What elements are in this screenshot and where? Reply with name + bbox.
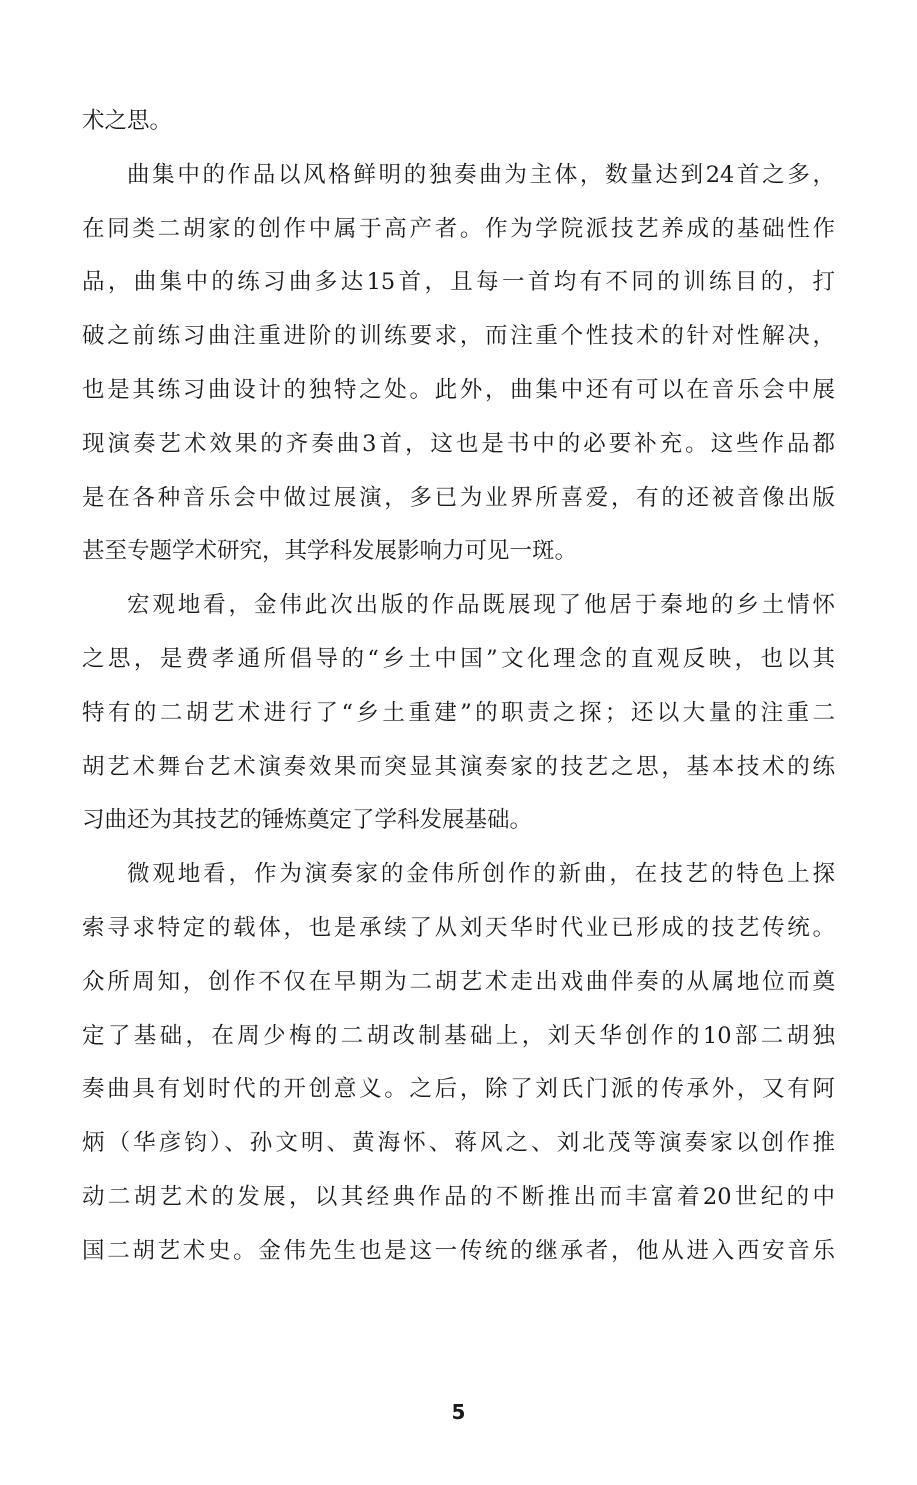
text-line: 是在各种音乐会中做过展演，多已为业界所喜爱，有的还被音像出版 [82, 484, 835, 511]
text-line: 微观地看，作为演奏家的金伟所创作的新曲，在技艺的特色上探 [127, 861, 835, 888]
text-line: 甚至专题学术研究，其学科发展影响力可见一斑。 [82, 538, 578, 565]
text-line: 定了基础，在周少梅的二胡改制基础上，刘天华创作的10部二胡独 [82, 1022, 835, 1049]
text-line: 索寻求特定的载体，也是承续了从刘天华时代业已形成的技艺传统。 [82, 914, 835, 941]
text-line: 动二胡艺术的发展，以其经典作品的不断推出而丰富着20世纪的中 [82, 1183, 835, 1210]
text-line: 也是其练习曲设计的独特之处。此外，曲集中还有可以在音乐会中展 [82, 376, 835, 403]
text-line: 特有的二胡艺术进行了“乡土重建”的职责之探；还以大量的注重二 [82, 699, 835, 726]
text-line: 胡艺术舞台艺术演奏效果而突显其演奏家的技艺之思，基本技术的练 [82, 753, 835, 780]
text-line: 众所周知，创作不仅在早期为二胡艺术走出戏曲伴奏的从属地位而奠 [82, 968, 835, 995]
text-line: 破之前练习曲注重进阶的训练要求，而注重个性技术的针对性解决， [82, 323, 835, 350]
text-line: 术之思。 [82, 108, 173, 134]
text-line: 现演奏艺术效果的齐奏曲3首，这也是书中的必要补充。这些作品都 [82, 430, 835, 457]
text-line: 习曲还为其技艺的锤炼奠定了学科发展基础。 [82, 807, 533, 834]
body-text [82, 95, 835, 1279]
page-number: 5 [451, 1400, 466, 1424]
text-line: 奏曲具有划时代的开创意义。之后，除了刘氏门派的传承外，又有阿 [82, 1076, 835, 1103]
text-line: 宏观地看，金伟此次出版的作品既展现了他居于秦地的乡土情怀 [127, 592, 835, 619]
text-line: 炳（华彦钧）、孙文明、黄海怀、蒋风之、刘北茂等演奏家以创作推 [82, 1130, 835, 1157]
text-line: 之思，是费孝通所倡导的“乡土中国”文化理念的直观反映，也以其 [82, 645, 835, 672]
text-line: 品，曲集中的练习曲多达15首，且每一首均有不同的训练目的，打 [82, 269, 835, 296]
text-line: 在同类二胡家的创作中属于高产者。作为学院派技艺养成的基础性作 [82, 215, 835, 242]
text-line: 国二胡艺术史。金伟先生也是这一传统的继承者，他从进入西安音乐 [82, 1237, 835, 1264]
text-line: 曲集中的作品以风格鲜明的独奏曲为主体，数量达到24首之多， [127, 161, 835, 188]
